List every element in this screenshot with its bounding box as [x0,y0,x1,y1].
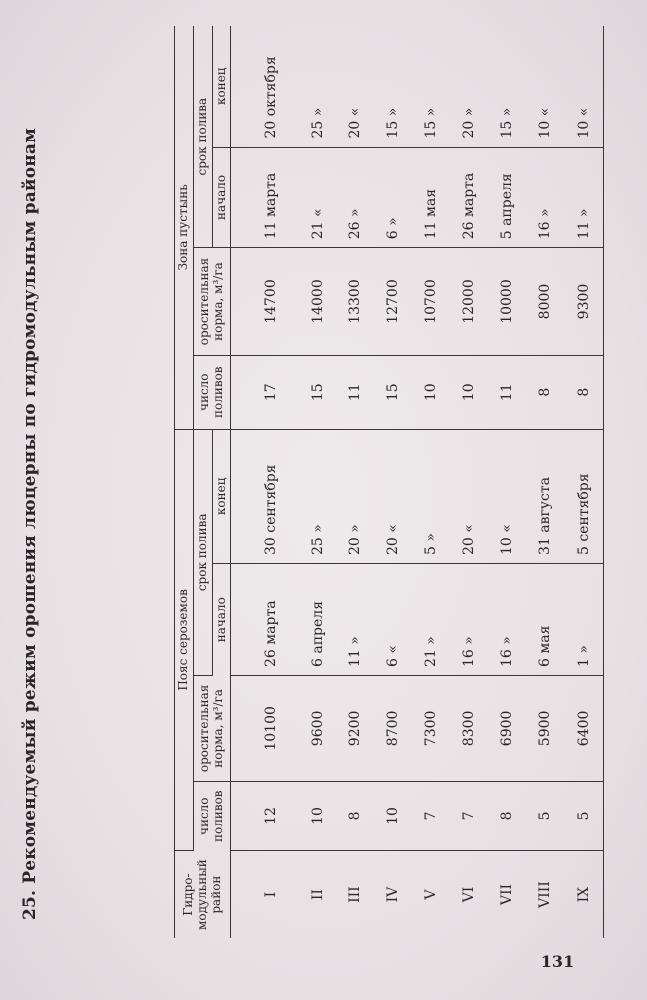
header-zone-desert: Зона пустынь [175,26,194,429]
cell-serozem-norm: 10100 [231,675,299,781]
cell-district: I [262,891,279,898]
irrigation-table [174,26,604,938]
cell-serozem-norm: 6400 [564,675,603,781]
cell-desert-norm: 14700 [231,248,299,355]
cell-desert-start: 26 марта [450,147,488,248]
cell-serozem-start: 21 » [412,564,450,676]
cell-desert-norm: 10700 [412,248,450,355]
cell-desert-norm: 10000 [488,248,526,355]
cell-desert-end: 15 » [374,26,412,147]
table-row [450,26,488,938]
cell-desert-start: 6 » [374,147,412,248]
cell-desert-end: 10 « [526,26,564,147]
cell-serozem-start: 11 » [336,564,374,676]
cell-serozem-norm: 9200 [336,675,374,781]
cell-desert-count: 10 [412,355,450,429]
cell-serozem-end: 20 « [374,429,412,563]
cell-serozem-end: 31 августа [526,429,564,563]
cell-serozem-end: 10 « [488,429,526,563]
cell-desert-norm: 9300 [564,248,603,355]
cell-desert-norm: 14000 [299,248,337,355]
header-desert-start: начало [212,147,231,248]
cell-desert-count: 8 [526,355,564,429]
header-desert-norm: оросительная норма, м³/га [193,248,231,355]
cell-desert-end: 10 « [564,26,603,147]
cell-district: V [423,889,440,900]
cell-serozem-norm: 6900 [488,675,526,781]
cell-serozem-count: 5 [564,781,603,850]
cell-desert-start: 11 мая [412,147,450,248]
cell-desert-count: 8 [564,355,603,429]
header-serozem-end: конец [212,429,231,563]
header-serozem-norm: оросительная норма, м³/га [193,675,231,781]
cell-serozem-count: 8 [336,781,374,850]
cell-desert-end: 15 » [412,26,450,147]
cell-serozem-norm: 8300 [450,675,488,781]
cell-district: VIII [537,881,554,908]
cell-serozem-count: 7 [412,781,450,850]
cell-desert-norm: 12000 [450,248,488,355]
table-row [231,26,299,938]
cell-desert-start: 11 марта [231,147,299,248]
cell-serozem-count: 12 [231,781,299,850]
cell-desert-end: 20 октября [231,26,299,147]
cell-district: VII [499,884,516,906]
table-title: 25. Рекомендуемый режим орошения люцерны по гидромодульным районам [20,127,40,920]
cell-desert-norm: 13300 [336,248,374,355]
table-row [564,26,603,938]
table-row [374,26,412,938]
header-desert-end: конец [212,26,231,147]
header-district: Гидро-модульный район [175,851,231,938]
cell-desert-norm: 12700 [374,248,412,355]
table-body [231,26,604,938]
cell-desert-end: 20 « [336,26,374,147]
cell-desert-end: 15 » [488,26,526,147]
cell-serozem-norm: 8700 [374,675,412,781]
cell-serozem-end: 5 » [412,429,450,563]
header-serozem-period: срок полива [193,429,212,675]
cell-serozem-end: 20 » [336,429,374,563]
cell-district: IX [575,886,592,903]
cell-desert-count: 11 [336,355,374,429]
cell-serozem-start: 6 мая [526,564,564,676]
cell-serozem-count: 10 [374,781,412,850]
cell-serozem-start: 1 » [564,564,603,676]
cell-serozem-norm: 7300 [412,675,450,781]
header-zone-serozem: Пояс сероземов [175,429,194,851]
cell-desert-start: 11 » [564,147,603,248]
cell-serozem-end: 30 сентября [231,429,299,563]
cell-serozem-norm: 5900 [526,675,564,781]
cell-serozem-count: 10 [299,781,337,850]
cell-desert-start: 5 апреля [488,147,526,248]
cell-district: IV [385,886,402,903]
header-desert-period: срок полива [193,26,212,248]
cell-desert-count: 15 [299,355,337,429]
cell-desert-count: 15 [374,355,412,429]
cell-district: VI [461,886,478,903]
header-desert-count: число поливов [193,355,231,429]
cell-serozem-count: 7 [450,781,488,850]
cell-desert-start: 26 » [336,147,374,248]
page-number: 131 [540,951,575,971]
cell-serozem-start: 6 апреля [299,564,337,676]
cell-desert-start: 16 » [526,147,564,248]
cell-desert-end: 20 » [450,26,488,147]
header-serozem-count: число поливов [193,781,231,850]
cell-serozem-end: 25 » [299,429,337,563]
cell-serozem-count: 5 [526,781,564,850]
cell-desert-end: 25 » [299,26,337,147]
cell-serozem-start: 26 марта [231,564,299,676]
table-row [488,26,526,938]
cell-serozem-start: 16 » [488,564,526,676]
table-row [336,26,374,938]
cell-desert-count: 10 [450,355,488,429]
table-row [526,26,564,938]
table-row [412,26,450,938]
cell-desert-norm: 8000 [526,248,564,355]
cell-serozem-start: 6 « [374,564,412,676]
cell-serozem-end: 20 « [450,429,488,563]
cell-serozem-start: 16 » [450,564,488,676]
cell-serozem-norm: 9600 [299,675,337,781]
cell-district: III [347,886,364,903]
cell-desert-count: 11 [488,355,526,429]
table-row [299,26,337,938]
cell-serozem-count: 8 [488,781,526,850]
cell-district: II [309,889,326,901]
cell-desert-count: 17 [231,355,299,429]
table-header [175,26,231,938]
cell-desert-start: 21 « [299,147,337,248]
header-serozem-start: начало [212,564,231,676]
cell-serozem-end: 5 сентября [564,429,603,563]
